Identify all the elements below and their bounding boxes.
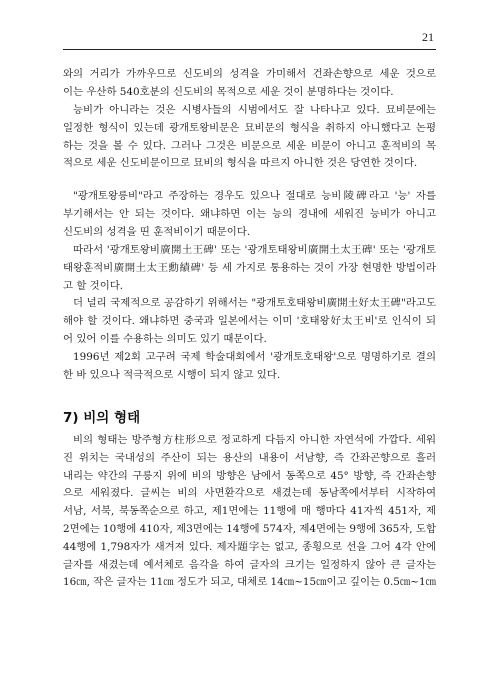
text-line: 한 바 있으나 적극적으로 시행이 되지 않고 있다. xyxy=(63,368,281,381)
text-line: 1996년 제2회 고구려 국제 학술대회에서 '광개토호태왕'으로 명명하기로 결의 xyxy=(73,351,436,363)
paragraph-4 xyxy=(63,242,436,295)
text-line: 비의 형태는 방주형方柱形으로 정교하게 다듬지 아니한 자연석에 가깝다. 세워 xyxy=(73,434,436,446)
text-line: 부기해서는 안 되는 것이다. 왜냐하면 이는 능의 경내에 세워진 능비가 아니고 xyxy=(63,207,436,220)
text-line: 어 있어 이를 수용하는 의미도 있기 때문이다. xyxy=(63,332,267,345)
header-rule xyxy=(63,49,436,50)
text-line: 글자를 새겼는데 예서체로 음각을 하여 글자의 크기는 일정하지 않아 큰 글자는 xyxy=(63,558,436,571)
text-line: 44행에 1,798자가 새겨져 있다. 제자題字는 없고, 종횡으로 선을 그어 4각 안에 xyxy=(63,540,436,553)
text-line: "광개토왕릉비"라고 주장하는 경우도 있으나 절대로 능비陵碑라고 '능' 자를 xyxy=(73,190,436,202)
text-line: 해야 할 것이다. 왜냐하면 중국과 일본에서는 이미 '호태왕好太王비'로 인식이 되 xyxy=(63,314,436,327)
paragraph-6 xyxy=(63,349,436,385)
text-line: 적으로 세운 신도비문이므로 묘비의 형식을 따르지 아니한 것은 당연한 것이다. xyxy=(63,157,418,170)
text-line: 능비가 아니라는 것은 시병사들의 시범에서도 잘 나타나고 있다. 묘비문에는 xyxy=(73,104,436,116)
text-line: 내리는 약간의 구릉지 위에 비의 방향은 남에서 동쪽으로 45° 방향, 즉 간좌손향 xyxy=(63,469,436,482)
section-body xyxy=(63,432,436,592)
text-line: 2면에는 10행에 410자, 제3면에는 14행에 574자, 제4면에는 9행에 365자, 도합 xyxy=(63,522,436,535)
text-line: 와의 거리가 가까우므로 신도비의 성격을 가미해서 건좌손향으로 세운 것으로 xyxy=(63,68,436,80)
text-line: 서남, 서북, 북동쪽순으로 하고, 제1면에는 11행에 매 행마다 41자씩 451자, 제 xyxy=(63,505,436,518)
text-line: 따라서 '광개토왕비廣開土王碑' 또는 '광개토태왕비廣開土太王碑' 또는 '광개토 xyxy=(73,244,436,256)
text-line: 신도비의 성격을 띤 훈적비이기 때문이다. xyxy=(63,225,251,238)
text-line: 이는 우산하 540호분의 신도비의 목적으로 세운 것이 분명하다는 것이다. xyxy=(63,85,394,98)
paragraph-2 xyxy=(63,102,436,173)
paragraph-3 xyxy=(63,188,436,241)
text-line: 태왕훈적비廣開土太王勳績碑' 등 세 가지로 통용하는 것이 가장 현명한 방법이라 xyxy=(63,261,436,274)
text-line: 고 할 것이다. xyxy=(63,279,124,292)
text-line: 하는 것을 볼 수 있다. 그러나 그것은 비문으로 세운 비문이 아니고 훈적비의 목 xyxy=(63,139,436,152)
page-number: 21 xyxy=(422,30,434,44)
text-line: 으로 세워졌다. 글씨는 비의 사면환각으로 새겼는데 동남쪽에서부터 시작하여 xyxy=(63,487,436,500)
paragraph-1 xyxy=(63,66,436,102)
section-heading: 7) 비의 형태 xyxy=(63,410,141,426)
text-line: 더 널리 국제적으로 공감하기 위해서는 "광개토호태왕비廣開土好太王碑"라고도 xyxy=(73,297,436,309)
text-line: 일정한 형식이 있는데 광개토왕비문은 묘비문의 형식을 취하지 아니했다고 논평 xyxy=(63,121,436,134)
text-line: 진 위치는 국내성의 주산이 되는 용산의 내용이 서남향, 즉 간좌곤향으로 흘러 xyxy=(63,451,436,464)
paragraph-5 xyxy=(63,295,436,348)
text-line: 16㎝, 작은 글자는 11㎝ 정도가 되고, 대체로 14㎝~15㎝이고 깊이는 0.5㎝~1㎝ xyxy=(63,576,436,589)
